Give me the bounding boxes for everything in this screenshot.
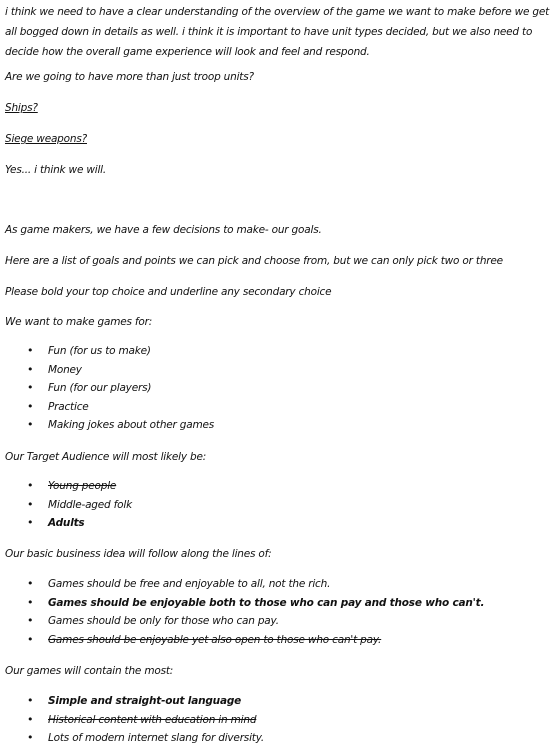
list-item: • Young people [0,477,559,496]
ships-paragraph: Ships? [5,102,38,114]
list-item: • Games should be enjoyable both to those who can pay and those who can't. [0,594,559,613]
yes-paragraph: Yes... i think we will. [5,164,107,176]
intro-paragraph: i think we need to have a clear understanding of the overview of the game we want to make before we get all bogged down in details as well. i think it is important to have unit types decided, but we also need to decide how the overall game experience will look and feel and respond. [5,6,550,58]
make-games-for-list [0,342,559,435]
list-item: • Making jokes about other games [0,416,559,435]
bullet-icon: • [27,479,34,492]
make-games-for-heading: We want to make games for: [5,316,153,328]
list-item: • Fun (for our players) [0,379,559,398]
bullet-icon: • [27,497,34,511]
list-item: • Fun (for us to make) [0,342,559,361]
list-item: • Games should be only for those who can pay. [0,612,559,631]
list-item: • Middle-aged folk [0,496,559,515]
business-heading: Our basic business idea will follow along the lines of: [5,548,272,560]
list-item: • Money [0,361,559,380]
bullet-icon: • [27,731,34,745]
instructions-paragraph: Please bold your top choice and underline any secondary choice [5,286,332,298]
audience-list [0,477,559,533]
question-paragraph: Are we going to have more than just troop units? [5,71,254,83]
contain-heading: Our games will contain the most: [5,665,174,677]
list-intro-paragraph: Here are a list of goals and points we can pick and choose from, but we can only pick two or three [5,255,503,267]
bullet-icon: • [27,632,34,646]
bullet-icon: • [27,516,34,530]
bullet-icon: • [27,399,34,413]
bullet-icon: • [27,418,34,432]
list-item: • Adults [0,514,559,533]
bullet-icon: • [27,362,34,376]
list-item: • Games should be free and enjoyable to all, not the rich. [0,575,559,594]
bullet-icon: • [27,694,34,707]
siege-paragraph: Siege weapons? [5,133,87,145]
audience-heading: Our Target Audience will most likely be: [5,451,207,463]
bullet-icon: • [27,712,34,726]
contain-list [0,692,559,748]
list-item: • Lots of modern internet slang for diversity. [0,729,559,748]
list-item: • Games should be enjoyable yet also open to those who can't pay. [0,631,559,650]
list-item: • Historical content with education in mind [0,711,559,730]
list-item: • Practice [0,398,559,417]
list-item: • Simple and straight-out language [0,692,559,711]
bullet-icon: • [27,577,34,590]
business-list [0,575,559,649]
bullet-icon: • [27,595,34,609]
bullet-icon: • [27,614,34,628]
bullet-icon: • [27,381,34,395]
goals-intro-paragraph: As game makers, we have a few decisions to make- our goals. [5,224,322,236]
bullet-icon: • [27,344,34,357]
